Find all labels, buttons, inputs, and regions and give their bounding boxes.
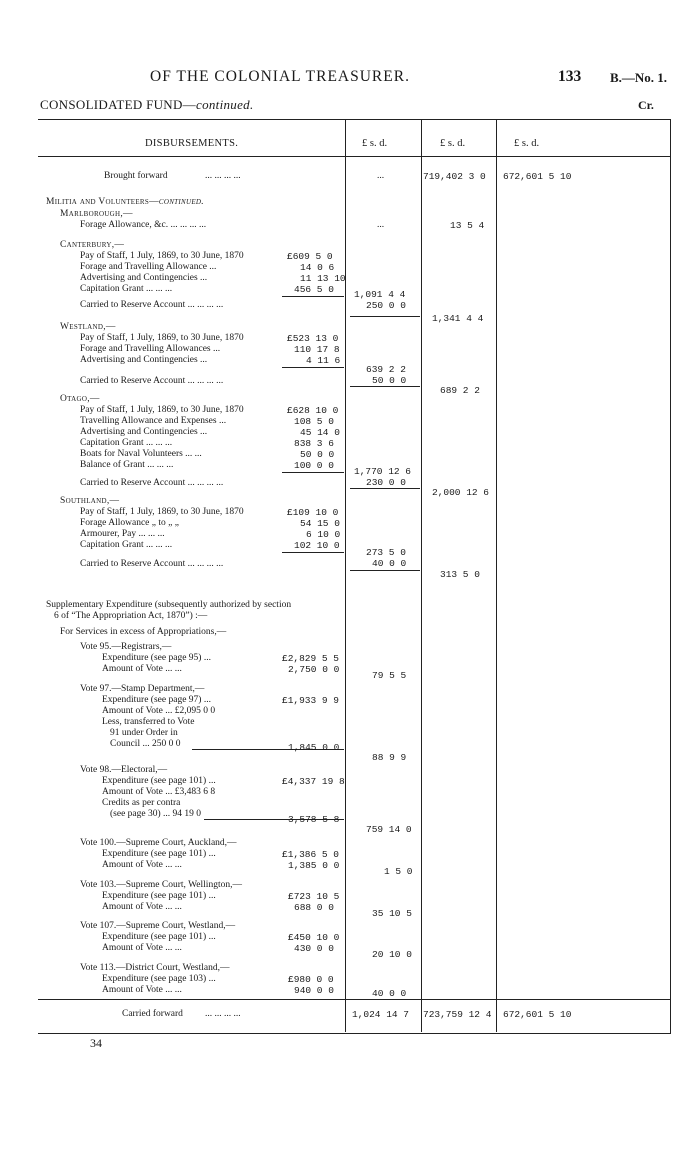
header-rule	[38, 156, 671, 157]
leader-dots: ... ... ... ...	[205, 1009, 241, 1019]
amount: £4,337 19 8	[282, 776, 345, 787]
line-item: Forage and Travelling Allowances ...	[80, 344, 221, 354]
amount: 50 0 0	[300, 449, 335, 460]
amount: 40 0 0	[372, 558, 407, 569]
page-title: OF THE COLONIAL TREASURER.	[150, 68, 410, 85]
line-item: Travelling Allowance and Expenses ...	[80, 416, 227, 426]
amount: 108 5 0	[294, 416, 334, 427]
amount: 1,341 4 4	[432, 313, 484, 324]
carried-forward-label: Carried forward	[122, 1009, 183, 1019]
section-heading: 6 of “The Appropriation Act, 1870”) :—	[54, 611, 208, 621]
amount: 672,601 5 10	[503, 171, 572, 182]
amount: 719,402 3 0	[423, 171, 486, 182]
line-item: Forage Allowance, &c. ... ... ... ...	[80, 220, 207, 230]
line-item: (see page 30) ... 94 19 0	[110, 809, 202, 819]
line-item: Expenditure (see page 95) ...	[102, 653, 211, 663]
amount: 838 3 6	[294, 438, 334, 449]
amount: 45 14 0	[300, 427, 340, 438]
amount: 1,770 12 6	[354, 466, 412, 477]
amount: 430 0 0	[294, 943, 334, 954]
amount: £2,829 5 5	[282, 653, 340, 664]
amount: 313 5 0	[440, 569, 480, 580]
amount: 100 0 0	[294, 460, 334, 471]
amount: ...	[377, 171, 385, 181]
total-rule	[38, 999, 671, 1000]
amount: 6 10 0	[306, 529, 341, 540]
line-item: Advertising and Contingencies ...	[80, 427, 208, 437]
amount: 102 10 0	[294, 540, 340, 551]
amount: 13 5 4	[450, 220, 485, 231]
line-item: Expenditure (see page 101) ...	[102, 849, 216, 859]
line-item: Carried to Reserve Account ... ... ... ...	[80, 559, 224, 569]
line-item: Expenditure (see page 97) ...	[102, 695, 211, 705]
line-item: Council ... 250 0 0	[110, 739, 181, 749]
line-item: Less, transferred to Vote	[102, 717, 195, 727]
sum-rule	[350, 570, 420, 571]
amount: 1 5 0	[384, 866, 413, 877]
amount: £1,933 9 9	[282, 695, 340, 706]
amount: £609 5 0	[287, 251, 333, 262]
vote-heading: Vote 103.—Supreme Court, Wellington,—	[80, 880, 242, 890]
amount: 273 5 0	[366, 547, 406, 558]
province-heading: Otago,—	[60, 394, 100, 404]
amount: £1,386 5 0	[282, 849, 340, 860]
vote-heading: Vote 113.—District Court, Westland,—	[80, 963, 230, 973]
line-item: Advertising and Contingencies ...	[80, 273, 208, 283]
line-item: Pay of Staff, 1 July, 1869, to 30 June, 1870	[80, 507, 244, 517]
line-item: Carried to Reserve Account ... ... ... ...	[80, 300, 224, 310]
amount: 3,578 5 8	[288, 814, 340, 825]
amount: 2,750 0 0	[288, 664, 340, 675]
amount: £723 10 5	[288, 891, 340, 902]
line-item: Amount of Vote ... £3,483 6 8	[102, 787, 216, 797]
amount: 940 0 0	[294, 985, 334, 996]
line-item: Advertising and Contingencies ...	[80, 355, 208, 365]
sum-rule	[282, 472, 344, 473]
line-item: Armourer, Pay ... ... ...	[80, 529, 165, 539]
line-item: Amount of Vote ... ...	[102, 943, 182, 953]
amount: £109 10 0	[287, 507, 339, 518]
amount: ...	[377, 220, 385, 230]
amount: 35 10 5	[372, 908, 412, 919]
document-reference: B.—No. 1.	[610, 70, 668, 85]
line-item: Forage Allowance „ to „ „	[80, 518, 179, 528]
section-subheading: For Services in excess of Appropriations,—	[60, 627, 227, 637]
line-item: Carried to Reserve Account ... ... ... ...	[80, 478, 224, 488]
line-item: Capitation Grant ... ... ...	[80, 284, 173, 294]
amount: 79 5 5	[372, 670, 407, 681]
vote-heading: Vote 98.—Electoral,—	[80, 765, 168, 775]
line-item: Balance of Grant ... ... ...	[80, 460, 174, 470]
amount: 759 14 0	[366, 824, 412, 835]
line-item: Expenditure (see page 101) ...	[102, 891, 216, 901]
amount: 54 15 0	[300, 518, 340, 529]
amount: 1,091 4 4	[354, 289, 406, 300]
credit-label: Cr.	[638, 98, 654, 112]
column-divider	[496, 119, 497, 1032]
line-item: Expenditure (see page 101) ...	[102, 776, 216, 786]
line-item: Capitation Grant ... ... ...	[80, 540, 173, 550]
line-item: Amount of Vote ... ...	[102, 902, 182, 912]
amount: 723,759 12 4	[423, 1009, 492, 1020]
amount: £450 10 0	[288, 932, 340, 943]
vote-heading: Vote 95.—Registrars,—	[80, 642, 172, 652]
amount: 88 9 9	[372, 752, 407, 763]
amount: 4 11 6	[306, 355, 341, 366]
line-item: Pay of Staff, 1 July, 1869, to 30 June, 1870	[80, 405, 244, 415]
amount: 688 0 0	[294, 902, 334, 913]
amount: £523 13 0	[287, 333, 339, 344]
column-header-disbursements: DISBURSEMENTS.	[145, 138, 239, 149]
line-item: 91 under Order in	[110, 728, 178, 738]
line-item: Credits as per contra	[102, 798, 181, 808]
province-heading: Westland,—	[60, 322, 116, 332]
line-item: Pay of Staff, 1 July, 1869, to 30 June, 1870	[80, 251, 244, 261]
section-heading: Supplementary Expenditure (subsequently authorized by section	[46, 600, 292, 610]
sum-rule	[282, 552, 344, 553]
column-header-amount: £ s. d.	[514, 138, 540, 149]
sum-rule	[350, 386, 420, 387]
amount: 20 10 0	[372, 949, 412, 960]
amount: £628 10 0	[287, 405, 339, 416]
leader-dots: ... ... ... ...	[205, 171, 241, 181]
province-heading: Canterbury,—	[60, 240, 125, 250]
amount: 672,601 5 10	[503, 1009, 572, 1020]
amount: 250 0 0	[366, 300, 406, 311]
line-item: Amount of Vote ... ...	[102, 664, 182, 674]
amount: £980 0 0	[288, 974, 334, 985]
amount: 1,024 14 7	[352, 1009, 410, 1020]
province-heading: Southland,—	[60, 496, 120, 506]
line-item: Amount of Vote ... ...	[102, 860, 182, 870]
vote-heading: Vote 100.—Supreme Court, Auckland,—	[80, 838, 237, 848]
section-heading: Militia and Volunteers—continued.	[46, 197, 204, 207]
amount: 110 17 8	[294, 344, 340, 355]
sum-rule	[350, 316, 420, 317]
line-item: Amount of Vote ... £2,095 0 0	[102, 706, 216, 716]
amount: 639 2 2	[366, 364, 406, 375]
vote-heading: Vote 107.—Supreme Court, Westland,—	[80, 921, 236, 931]
sum-rule	[282, 367, 344, 368]
vote-heading: Vote 97.—Stamp Department,—	[80, 684, 205, 694]
line-item: Expenditure (see page 103) ...	[102, 974, 216, 984]
line-item: Capitation Grant ... ... ...	[80, 438, 173, 448]
amount: 11 13 10	[300, 273, 346, 284]
amount: 40 0 0	[372, 988, 407, 999]
line-item: Carried to Reserve Account ... ... ... ...	[80, 376, 224, 386]
column-header-amount: £ s. d.	[440, 138, 466, 149]
column-divider	[345, 119, 346, 1032]
line-item: Pay of Staff, 1 July, 1869, to 30 June, 1870	[80, 333, 244, 343]
column-divider	[421, 119, 422, 1032]
amount: 1,385 0 0	[288, 860, 340, 871]
line-item: Boats for Naval Volunteers ... ...	[80, 449, 202, 459]
amount: 230 0 0	[366, 477, 406, 488]
line-item: Expenditure (see page 101) ...	[102, 932, 216, 942]
page-number: 133	[558, 68, 582, 85]
footer-page-number: 34	[90, 1036, 102, 1050]
line-item: Forage and Travelling Allowance ...	[80, 262, 217, 272]
sum-rule	[350, 488, 420, 489]
line-item: Amount of Vote ... ...	[102, 985, 182, 995]
amount: 2,000 12 6	[432, 487, 490, 498]
sum-rule	[282, 296, 344, 297]
column-header-amount: £ s. d.	[362, 138, 388, 149]
amount: 456 5 0	[294, 284, 334, 295]
fund-heading: CONSOLIDATED FUND—continued.	[40, 97, 254, 112]
province-heading: Marlborough,—	[60, 209, 133, 219]
brought-forward-label: Brought forward	[104, 171, 168, 181]
amount: 50 0 0	[372, 375, 407, 386]
amount: 689 2 2	[440, 385, 480, 396]
amount: 1,845 0 0	[288, 742, 340, 753]
amount: 14 0 6	[300, 262, 335, 273]
